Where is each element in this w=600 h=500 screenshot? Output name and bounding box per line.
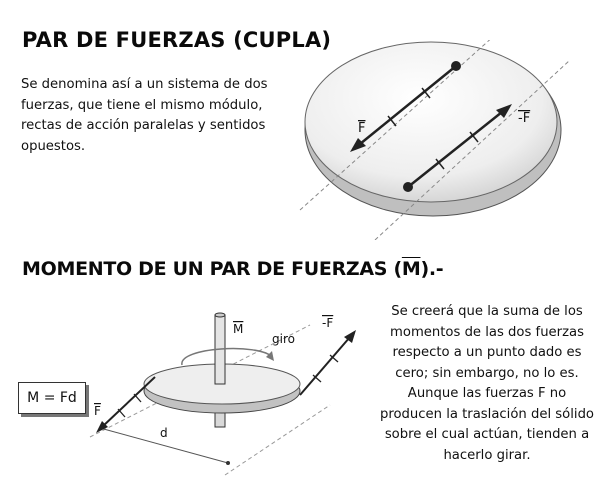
couple-disc-figure xyxy=(280,40,580,240)
section-title-moment: MOMENTO DE UN PAR DE FUERZAS (M).- xyxy=(22,258,444,280)
label-moment: M xyxy=(233,322,244,336)
force-f-arrow xyxy=(102,377,155,427)
moment-symbol: M xyxy=(401,258,421,280)
force-f-origin xyxy=(451,61,461,71)
couple-definition-text: Se denomina así a un sistema de dos fuerzas, que tiene el mismo módulo, rectas de acción paralelas y sentidos opuestos. xyxy=(21,77,268,154)
label-force-f: F xyxy=(94,404,101,418)
force-neg-f-origin xyxy=(403,182,413,192)
force-neg-f-arrow xyxy=(300,337,350,395)
label-distance: d xyxy=(160,426,168,440)
formula-box: M = Fd xyxy=(18,382,86,414)
moment-explanation-text: Se creerá que la suma de los momentos de las dos fuerzas respecto a un punto dado es cero; sin embargo, no lo es. Aunque las fuerzas F no producen la traslación del sólido sobre el cual actúan, tienden a hacerlo girar. xyxy=(379,304,595,463)
label-rotation: giro xyxy=(272,332,295,346)
rotation-arrow xyxy=(182,349,272,365)
section-title-couple: PAR DE FUERZAS (CUPLA) xyxy=(22,28,332,52)
label-force-neg-f: -F xyxy=(322,316,334,330)
label-force-f: F xyxy=(358,121,366,136)
label-force-neg-f: -F xyxy=(518,111,531,126)
